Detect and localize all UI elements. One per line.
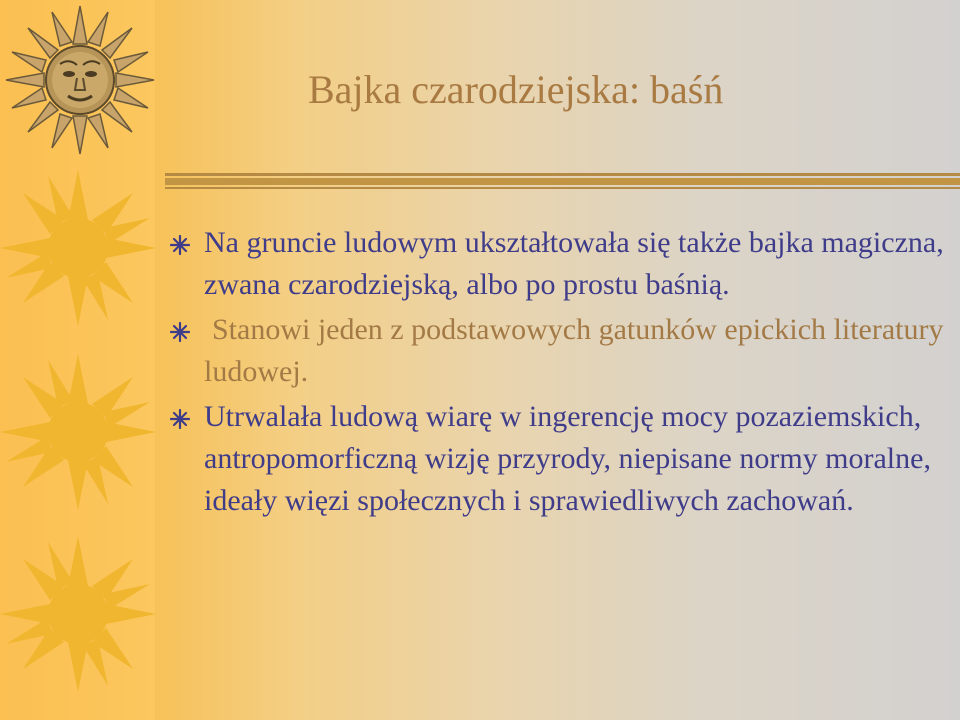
bullet-text: Stanowi jeden z podstawowych gatunków epickich literatury ludowej. xyxy=(204,313,944,388)
asterisk-star-icon xyxy=(170,322,190,342)
slide-title: Bajka czarodziejska: baśń xyxy=(308,67,724,112)
sun-icon xyxy=(0,534,158,694)
sun-icon xyxy=(0,168,158,328)
title-divider xyxy=(165,173,960,191)
asterisk-star-icon xyxy=(170,409,190,429)
bullet-item xyxy=(170,222,950,306)
asterisk-star-icon xyxy=(170,235,190,255)
sun-icon xyxy=(0,352,158,512)
bullet-text: Na gruncie ludowym ukształtowała się także bajka magiczna, zwana czarodziejską, albo po prostu baśnią. xyxy=(204,226,944,301)
bullet-text: Utrwalała ludową wiarę w ingerencję mocy pozaziemskich, antropomorficzną wizję przyrody, niepisane normy moralne, ideały więzi społecznych i sprawiedliwych zachowań. xyxy=(204,400,931,517)
bullet-item xyxy=(170,396,950,522)
bullet-item xyxy=(170,309,950,393)
bullet-list xyxy=(170,222,950,525)
sun-face-icon xyxy=(2,2,162,162)
decorative-side-strip xyxy=(0,0,155,720)
